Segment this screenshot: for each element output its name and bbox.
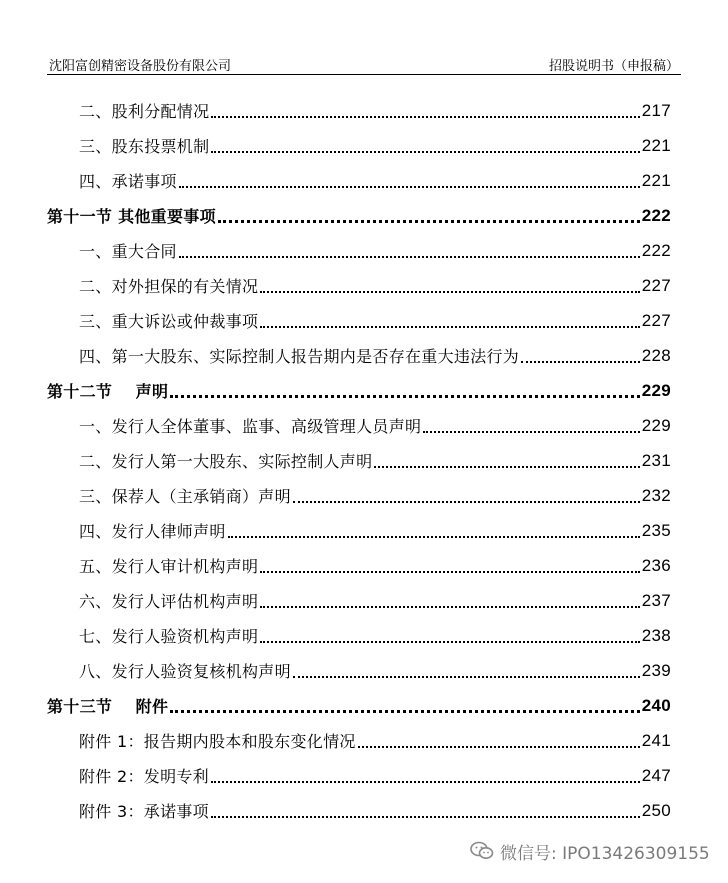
toc-chapter-title: 第十二节 声明 bbox=[47, 382, 169, 401]
dot-leader bbox=[358, 746, 640, 748]
table-of-contents bbox=[47, 93, 671, 828]
toc-entry[interactable] bbox=[47, 268, 671, 303]
toc-entry[interactable] bbox=[47, 233, 671, 268]
toc-entry-title: 四、第一大股东、实际控制人报告期内是否存在重大违法行为 bbox=[79, 347, 520, 366]
toc-entry-page: 228 bbox=[641, 345, 671, 365]
wechat-icon bbox=[470, 841, 494, 861]
toc-entry[interactable] bbox=[47, 408, 671, 443]
dot-leader bbox=[293, 676, 640, 678]
toc-entry[interactable] bbox=[47, 723, 671, 758]
toc-entry[interactable] bbox=[47, 443, 671, 478]
toc-entry-page: 229 bbox=[641, 415, 671, 435]
watermark-text: 微信号: IPO13426309155 bbox=[500, 843, 710, 864]
toc-entry[interactable] bbox=[47, 548, 671, 583]
toc-entry-title: 二、股利分配情况 bbox=[79, 102, 210, 121]
toc-entry-title: 三、重大诉讼或仲裁事项 bbox=[79, 312, 259, 331]
toc-entry[interactable] bbox=[47, 618, 671, 653]
toc-entry[interactable] bbox=[47, 93, 671, 128]
dot-leader bbox=[521, 361, 640, 363]
dot-leader bbox=[260, 606, 639, 608]
toc-entry-page: 247 bbox=[641, 765, 671, 785]
toc-entry-title: 四、承诺事项 bbox=[79, 172, 177, 191]
toc-chapter-entry[interactable] bbox=[47, 688, 671, 723]
dot-leader bbox=[211, 116, 639, 118]
toc-entry-title: 六、发行人评估机构声明 bbox=[79, 592, 259, 611]
toc-entry-title: 附件 2：发明专利 bbox=[79, 767, 209, 786]
toc-entry-page: 236 bbox=[641, 555, 671, 575]
dot-leader bbox=[260, 641, 639, 643]
wechat-watermark bbox=[470, 838, 710, 864]
dot-leader bbox=[218, 220, 640, 223]
toc-entry-title: 五、发行人审计机构声明 bbox=[79, 557, 259, 576]
toc-entry-page: 227 bbox=[641, 275, 671, 295]
toc-entry-page: 237 bbox=[641, 590, 671, 610]
toc-entry[interactable] bbox=[47, 793, 671, 828]
dot-leader bbox=[260, 571, 639, 573]
toc-entry[interactable] bbox=[47, 758, 671, 793]
toc-entry-title: 附件 3：承诺事项 bbox=[79, 802, 209, 821]
toc-entry-page: 250 bbox=[641, 800, 671, 820]
dot-leader bbox=[260, 326, 639, 328]
toc-entry-title: 二、发行人第一大股东、实际控制人声明 bbox=[79, 452, 373, 471]
toc-entry-title: 附件 1：报告期内股本和股东变化情况 bbox=[79, 732, 356, 751]
dot-leader bbox=[211, 781, 640, 783]
dot-leader bbox=[211, 151, 639, 153]
toc-entry-page: 232 bbox=[641, 485, 671, 505]
toc-entry-title: 一、重大合同 bbox=[79, 242, 177, 261]
toc-entry-page: 227 bbox=[641, 310, 671, 330]
toc-entry-title: 一、发行人全体董事、监事、高级管理人员声明 bbox=[79, 417, 422, 436]
document-title: 招股说明书（申报稿） bbox=[548, 59, 679, 74]
page-header bbox=[47, 52, 681, 75]
toc-chapter-page: 222 bbox=[641, 205, 671, 225]
toc-entry-page: 238 bbox=[641, 625, 671, 645]
toc-entry-page: 221 bbox=[641, 170, 671, 190]
toc-entry[interactable] bbox=[47, 653, 671, 688]
dot-leader bbox=[211, 816, 640, 818]
dot-leader bbox=[179, 256, 640, 258]
toc-chapter-entry[interactable] bbox=[47, 198, 671, 233]
toc-entry-page: 221 bbox=[641, 135, 671, 155]
toc-entry[interactable] bbox=[47, 513, 671, 548]
toc-entry-title: 八、发行人验资复核机构声明 bbox=[79, 662, 291, 681]
toc-entry-title: 二、对外担保的有关情况 bbox=[79, 277, 259, 296]
toc-chapter-page: 240 bbox=[641, 695, 671, 715]
toc-entry[interactable] bbox=[47, 583, 671, 618]
dot-leader bbox=[170, 710, 639, 713]
toc-chapter-title: 第十一节 其他重要事项 bbox=[47, 207, 216, 226]
dot-leader bbox=[260, 291, 639, 293]
toc-entry-page: 222 bbox=[641, 240, 671, 260]
dot-leader bbox=[293, 501, 640, 503]
toc-entry-page: 239 bbox=[641, 660, 671, 680]
dot-leader bbox=[170, 395, 639, 398]
toc-entry-page: 235 bbox=[641, 520, 671, 540]
toc-chapter-title: 第十三节 附件 bbox=[47, 697, 169, 716]
toc-entry[interactable] bbox=[47, 478, 671, 513]
toc-entry[interactable] bbox=[47, 163, 671, 198]
toc-entry-page: 217 bbox=[641, 100, 671, 120]
toc-entry-title: 三、保荐人（主承销商）声明 bbox=[79, 487, 291, 506]
dot-leader bbox=[423, 431, 639, 433]
toc-entry-page: 231 bbox=[641, 450, 671, 470]
toc-entry-title: 四、发行人律师声明 bbox=[79, 522, 226, 541]
dot-leader bbox=[374, 466, 639, 468]
toc-entry[interactable] bbox=[47, 338, 671, 373]
dot-leader bbox=[179, 186, 640, 188]
toc-chapter-entry[interactable] bbox=[47, 373, 671, 408]
toc-entry-title: 七、发行人验资机构声明 bbox=[79, 627, 259, 646]
toc-entry-page: 241 bbox=[641, 730, 671, 750]
toc-entry-title: 三、股东投票机制 bbox=[79, 137, 210, 156]
toc-entry[interactable] bbox=[47, 128, 671, 163]
company-name: 沈阳富创精密设备股份有限公司 bbox=[49, 59, 232, 74]
toc-chapter-page: 229 bbox=[641, 380, 671, 400]
dot-leader bbox=[228, 536, 640, 538]
toc-entry[interactable] bbox=[47, 303, 671, 338]
